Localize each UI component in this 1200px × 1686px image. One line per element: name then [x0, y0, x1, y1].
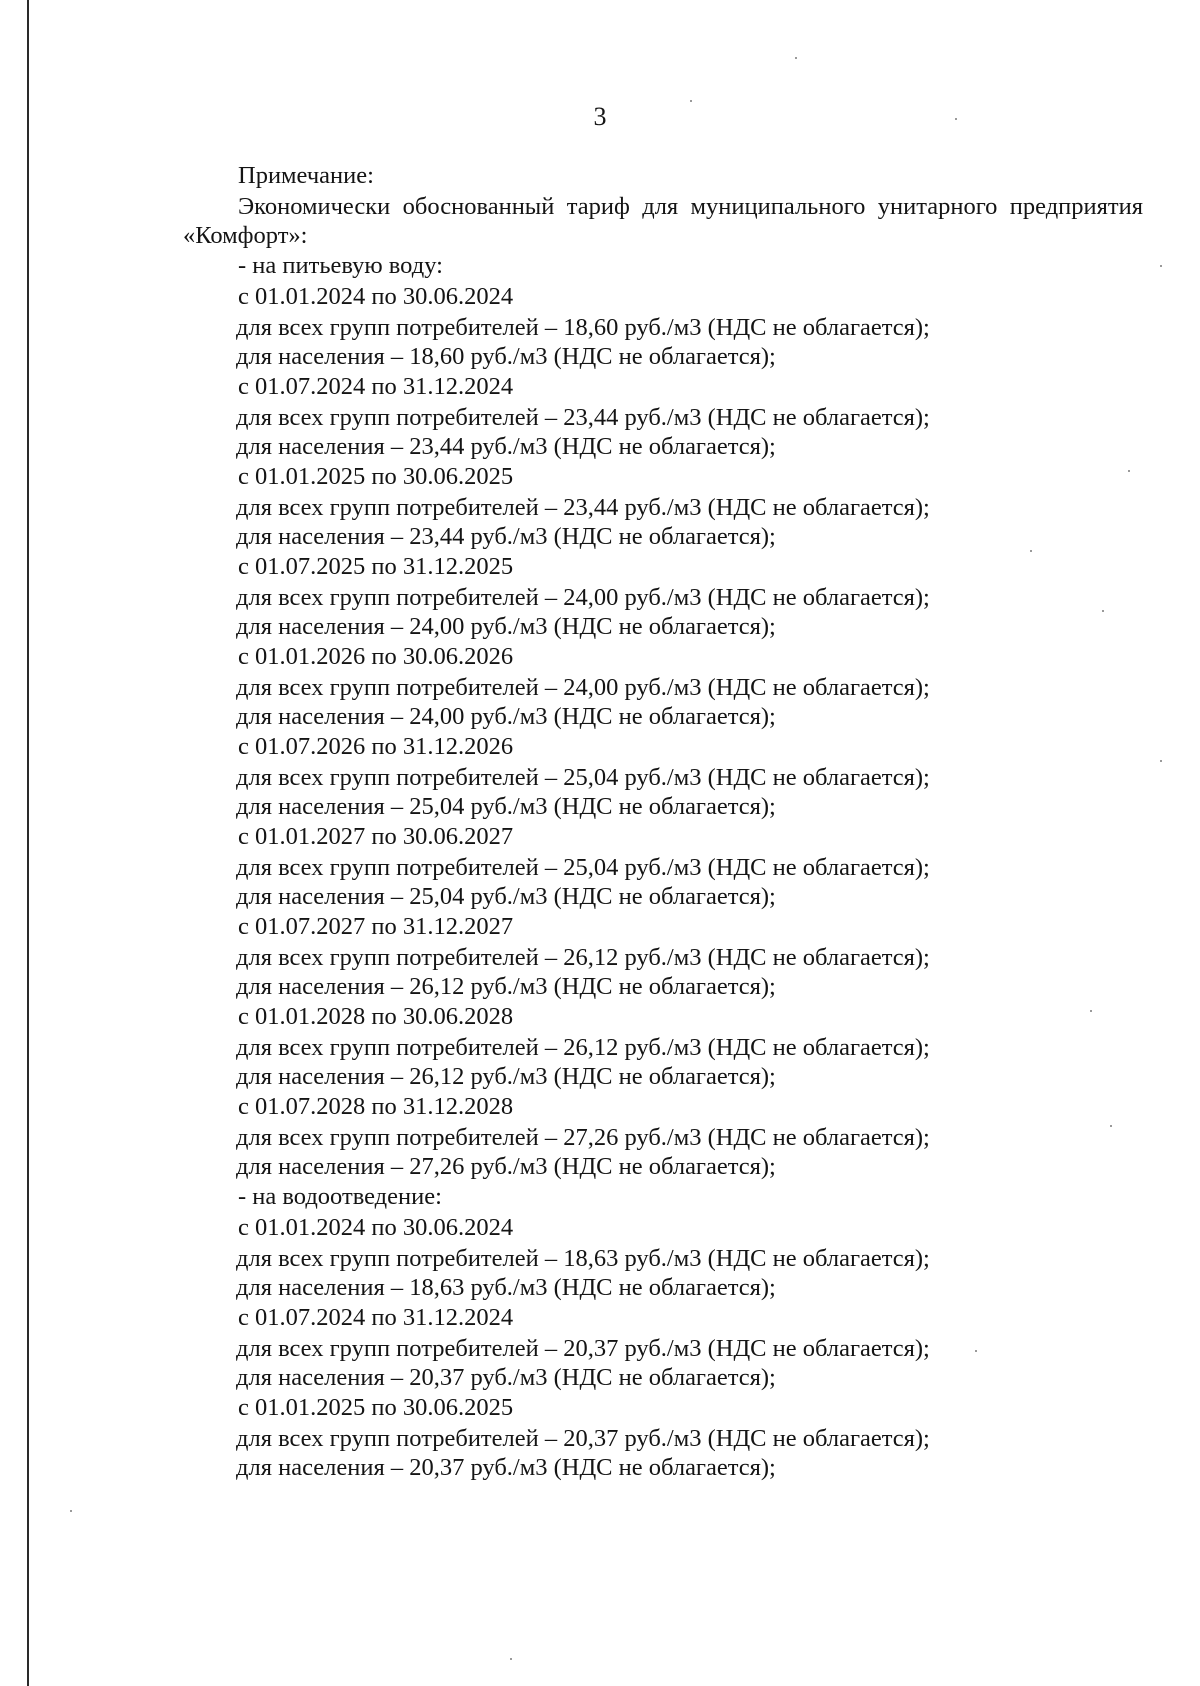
scan-speck [1160, 760, 1162, 762]
rate-population: для населения – 18,60 руб./м3 (НДС не облагается); [236, 343, 776, 370]
scan-speck [510, 1658, 512, 1660]
rate-all-groups: для всех групп потребителей – 18,63 руб./м3 (НДС не облагается); [236, 1245, 930, 1272]
rate-population: для населения – 26,12 руб./м3 (НДС не облагается); [236, 1063, 776, 1090]
rate-all-groups: для всех групп потребителей – 24,00 руб./м3 (НДС не облагается); [236, 674, 930, 701]
scan-speck [70, 1510, 72, 1512]
scan-speck [1090, 1010, 1092, 1012]
scan-speck [1102, 610, 1104, 612]
rate-all-groups: для всех групп потребителей – 20,37 руб./м3 (НДС не облагается); [236, 1335, 930, 1362]
period-date-range: с 01.01.2027 по 30.06.2027 [238, 823, 514, 850]
period-date-range: с 01.07.2024 по 31.12.2024 [238, 1304, 514, 1331]
period-date-range: с 01.01.2024 по 30.06.2024 [238, 283, 514, 310]
scan-speck [1160, 265, 1162, 267]
rate-population: для населения – 27,26 руб./м3 (НДС не облагается); [236, 1153, 776, 1180]
scan-speck [1128, 470, 1130, 472]
rate-population: для населения – 18,63 руб./м3 (НДС не облагается); [236, 1274, 776, 1301]
rate-all-groups: для всех групп потребителей – 25,04 руб./м3 (НДС не облагается); [236, 854, 930, 881]
period-date-range: с 01.01.2024 по 30.06.2024 [238, 1214, 514, 1241]
rate-population: для населения – 20,37 руб./м3 (НДС не облагается); [236, 1454, 776, 1481]
rate-population: для населения – 20,37 руб./м3 (НДС не облагается); [236, 1364, 776, 1391]
period-date-range: с 01.07.2025 по 31.12.2025 [238, 553, 514, 580]
rate-all-groups: для всех групп потребителей – 27,26 руб./м3 (НДС не облагается); [236, 1124, 930, 1151]
section-heading-wastewater: - на водоотведение: [238, 1183, 442, 1210]
rate-all-groups: для всех групп потребителей – 26,12 руб./м3 (НДС не облагается); [236, 1034, 930, 1061]
rate-population: для населения – 24,00 руб./м3 (НДС не облагается); [236, 703, 776, 730]
rate-population: для населения – 23,44 руб./м3 (НДС не облагается); [236, 523, 776, 550]
rate-population: для населения – 25,04 руб./м3 (НДС не облагается); [236, 793, 776, 820]
rate-all-groups: для всех групп потребителей – 23,44 руб./м3 (НДС не облагается); [236, 404, 930, 431]
period-date-range: с 01.01.2028 по 30.06.2028 [238, 1003, 514, 1030]
period-date-range: с 01.01.2026 по 30.06.2026 [238, 643, 514, 670]
rate-population: для населения – 25,04 руб./м3 (НДС не облагается); [236, 883, 776, 910]
rate-population: для населения – 24,00 руб./м3 (НДС не облагается); [236, 613, 776, 640]
rate-population: для населения – 23,44 руб./м3 (НДС не облагается); [236, 433, 776, 460]
period-date-range: с 01.01.2025 по 30.06.2025 [238, 1394, 514, 1421]
rate-all-groups: для всех групп потребителей – 26,12 руб./м3 (НДС не облагается); [236, 944, 930, 971]
scan-speck [795, 57, 797, 59]
period-date-range: с 01.07.2027 по 31.12.2027 [238, 913, 514, 940]
note-title: Примечание: [238, 162, 374, 189]
rate-all-groups: для всех групп потребителей – 23,44 руб./м3 (НДС не облагается); [236, 494, 930, 521]
period-date-range: с 01.01.2025 по 30.06.2025 [238, 463, 514, 490]
period-date-range: с 01.07.2026 по 31.12.2026 [238, 733, 514, 760]
rate-all-groups: для всех групп потребителей – 18,60 руб./м3 (НДС не облагается); [236, 314, 930, 341]
scan-speck [1110, 1125, 1112, 1127]
rate-all-groups: для всех групп потребителей – 25,04 руб./м3 (НДС не облагается); [236, 764, 930, 791]
rate-all-groups: для всех групп потребителей – 20,37 руб./м3 (НДС не облагается); [236, 1425, 930, 1452]
rate-all-groups: для всех групп потребителей – 24,00 руб./м3 (НДС не облагается); [236, 584, 930, 611]
document-body [183, 161, 1143, 1482]
scan-speck [690, 100, 692, 102]
section-heading-water: - на питьевую воду: [238, 252, 443, 279]
period-date-range: с 01.07.2028 по 31.12.2028 [238, 1093, 514, 1120]
period-date-range: с 01.07.2024 по 31.12.2024 [238, 373, 514, 400]
rate-population: для населения – 26,12 руб./м3 (НДС не облагается); [236, 973, 776, 1000]
scan-speck [1030, 550, 1032, 552]
scan-speck [975, 1350, 977, 1352]
scan-edge-line [27, 0, 29, 1686]
note-intro: Экономически обоснованный тариф для муниципального унитарного предприятия «Комфорт»: [183, 193, 1143, 249]
page-number: 3 [593, 102, 607, 131]
scan-speck [955, 118, 957, 120]
